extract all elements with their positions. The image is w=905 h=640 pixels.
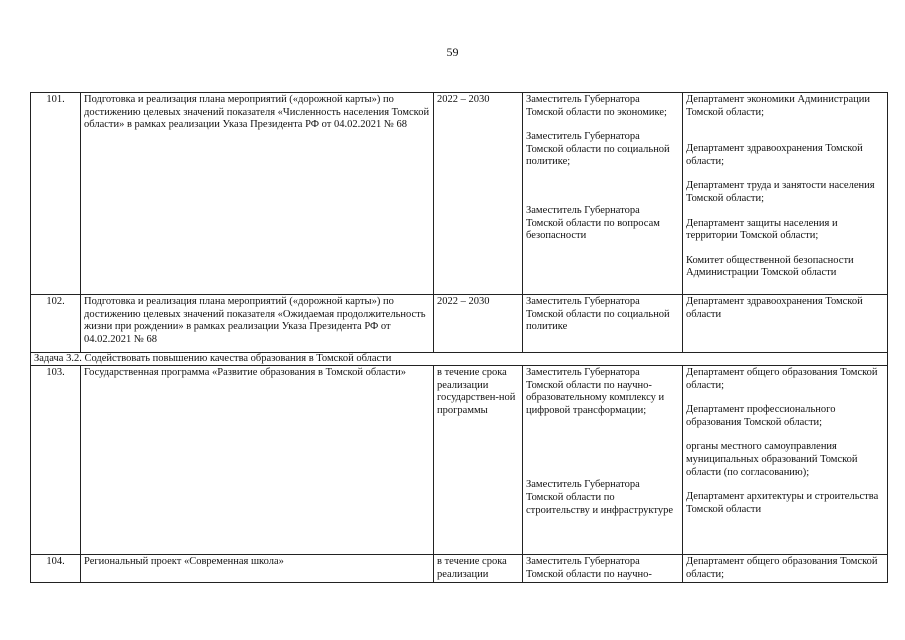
executor: Департамент защиты населения и территории Томской области; — [686, 217, 838, 242]
measure-name: Региональный проект «Современная школа» — [81, 555, 434, 583]
page-number: 59 — [446, 45, 459, 59]
row-number: 101. — [31, 93, 81, 295]
responsible-person: Заместитель Губернатора Томской области по вопросам безопасности — [526, 204, 660, 242]
period: в течение срока реализации государствен-ной программы — [434, 366, 523, 555]
executor: Департамент здравоохранения Томской области — [686, 296, 863, 320]
responsible-cell — [523, 295, 683, 353]
row-number: 102. — [31, 295, 81, 353]
measure-name: Государственная программа «Развитие образования в Томской области» — [81, 366, 434, 555]
responsible-person: Заместитель Губернатора Томской области по строительству и инфраструктуре — [526, 479, 674, 516]
task-heading: Задача 3.2. Содействовать повышению качества образования в Томской области — [31, 353, 888, 366]
responsible-person: Заместитель Губернатора Томской области по научно- — [526, 556, 652, 580]
responsible-person: Заместитель Губернатора Томской области по научно-образовательному комплексу и цифровой трансформации; — [526, 367, 665, 416]
executors-cell — [683, 295, 888, 353]
row-number: 103. — [31, 366, 81, 555]
measure-name: Подготовка и реализация плана мероприятий («дорожной карты») по достижению целевых значений показателя «Численность населения Томской области» в рамках реализации Указа Президента РФ от 04.02.2021 № 68 — [81, 93, 434, 295]
executor: Департамент здравоохранения Томской области; — [686, 143, 863, 167]
executor: Департамент общего образования Томской области; — [686, 367, 878, 391]
executors-cell — [683, 93, 888, 295]
period: 2022 – 2030 — [434, 295, 523, 353]
responsible-person: Заместитель Губернатора Томской области по социальной политике — [526, 296, 670, 333]
period: в течение срока реализации — [434, 555, 523, 583]
executor: Департамент экономики Администрации Томской области; — [686, 94, 871, 118]
executor: Департамент труда и занятости населения Томской области; — [686, 180, 875, 204]
responsible-cell — [523, 93, 683, 295]
executor: Департамент архитектуры и строительства Томской области — [686, 491, 879, 515]
table-row — [31, 366, 888, 555]
responsible-cell — [523, 555, 683, 583]
row-number: 104. — [31, 555, 81, 583]
period: 2022 – 2030 — [434, 93, 523, 295]
table-row — [31, 555, 888, 583]
table-row — [31, 93, 888, 295]
measures-table — [30, 92, 888, 583]
executor: Департамент профессионального образования Томской области; — [686, 404, 836, 428]
measure-name: Подготовка и реализация плана мероприятий («дорожной карты») по достижению целевых значений показателя «Ожидаемая продолжительность жизни при рождении» в рамках реализации Указа Президента РФ от 04.02.2021 № 68 — [81, 295, 434, 353]
table-row — [31, 295, 888, 353]
task-heading-row — [31, 353, 888, 366]
executor: органы местного самоуправления муниципальных образований Томской области (по согласованию); — [686, 441, 858, 478]
responsible-person: Заместитель Губернатора Томской области по социальной политике; — [526, 131, 670, 168]
executor: Комитет общественной безопасности Администрации Томской области — [686, 254, 854, 279]
executors-cell — [683, 555, 888, 583]
responsible-person: Заместитель Губернатора Томской области по экономике; — [526, 94, 667, 118]
responsible-cell — [523, 366, 683, 555]
executor: Департамент общего образования Томской области; — [686, 556, 878, 580]
executors-cell — [683, 366, 888, 555]
